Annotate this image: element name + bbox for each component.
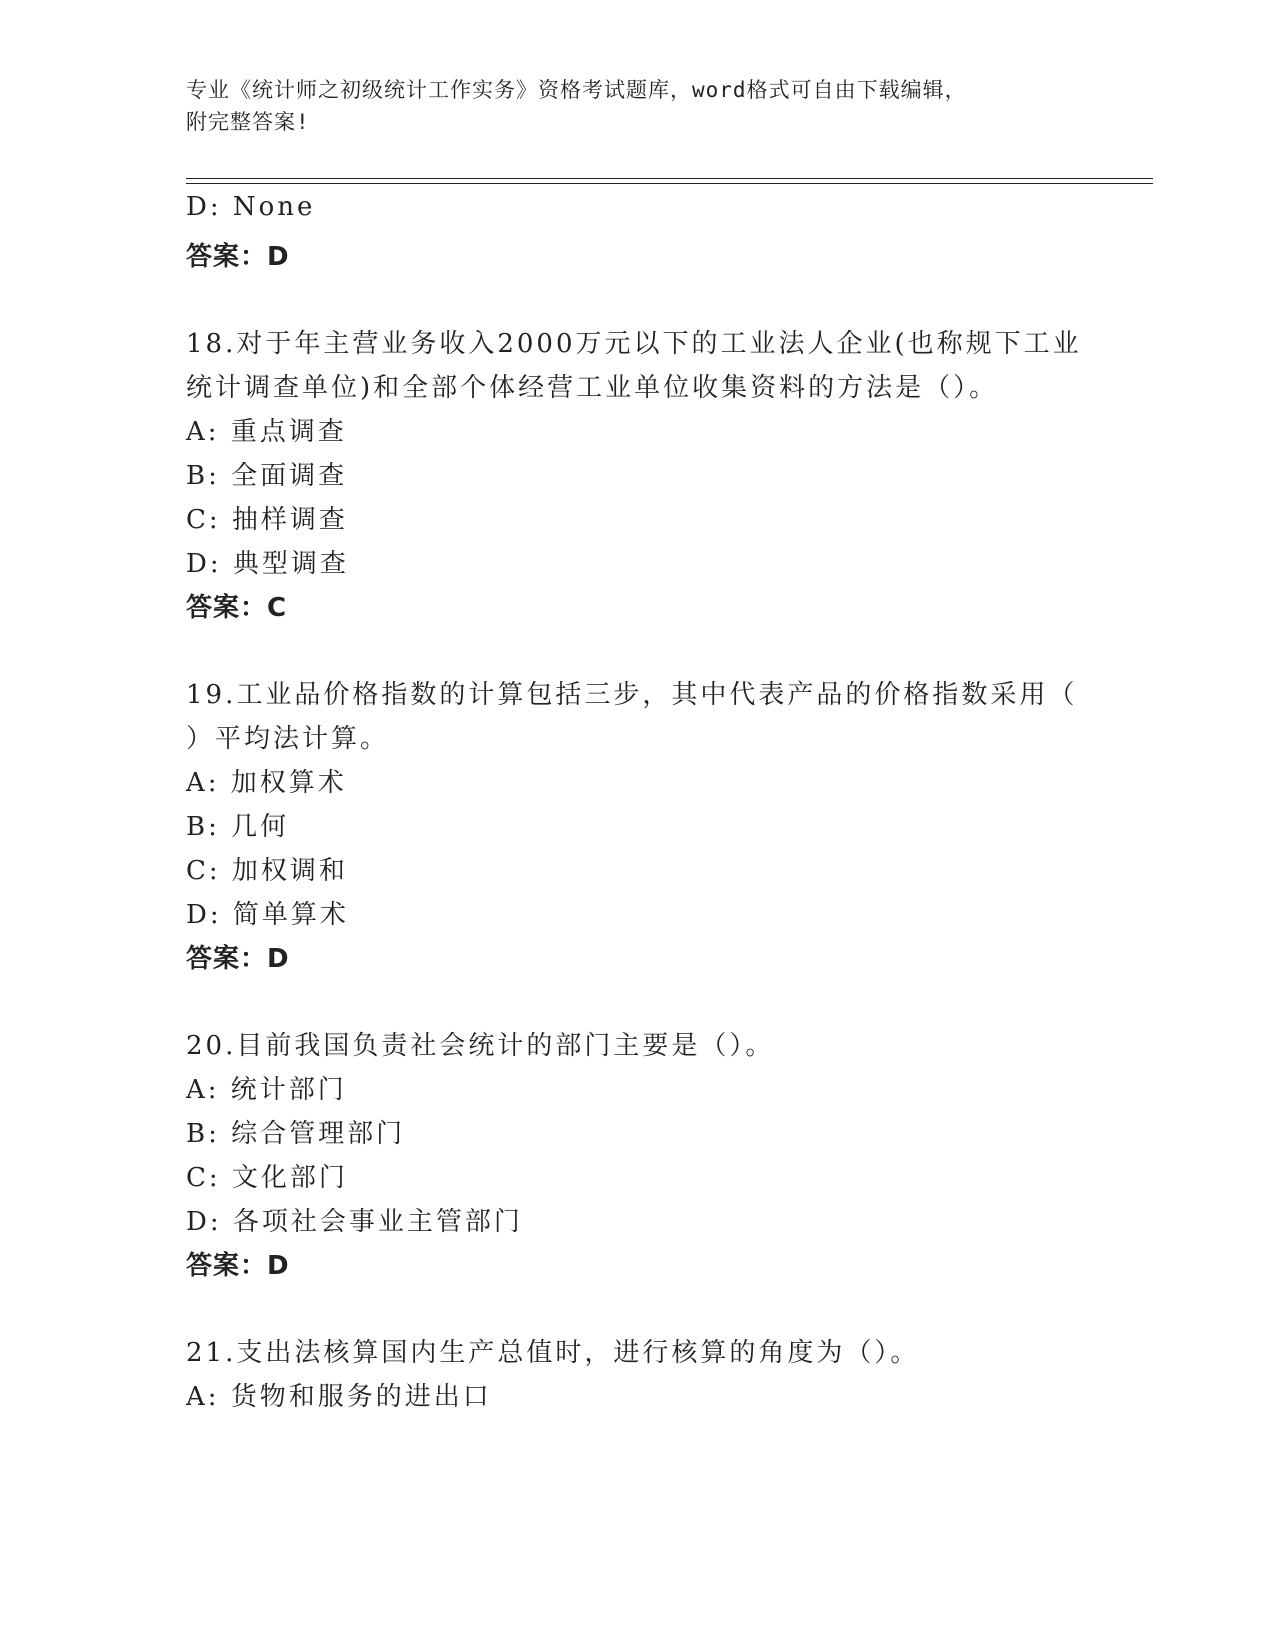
q19-answer: 答案：D — [186, 944, 290, 974]
q19-text-1: 19.工业品价格指数的计算包括三步，其中代表产品的价格指数采用（ — [186, 680, 1078, 710]
q18-option-c: C: 抽样调查 — [186, 505, 348, 535]
q18-option-d: D: 典型调查 — [186, 549, 349, 579]
q19-text-2: ）平均法计算。 — [186, 724, 390, 754]
prev-answer: 答案：D — [186, 242, 290, 272]
q21-option-a: A: 货物和服务的进出口 — [186, 1382, 492, 1412]
q19-option-c: C: 加权调和 — [186, 856, 348, 886]
q19-option-d: D: 简单算术 — [186, 900, 349, 930]
q20-option-c: C: 文化部门 — [186, 1163, 348, 1193]
q20-text-1: 20.目前我国负责社会统计的部门主要是（）。 — [186, 1031, 775, 1061]
header-line-1: 专业《统计师之初级统计工作实务》资格考试题库，word格式可自由下载编辑， — [186, 78, 967, 102]
q18-text-2: 统计调查单位)和全部个体经营工业单位收集资料的方法是（）。 — [186, 373, 999, 403]
q18-answer: 答案：C — [186, 593, 288, 623]
q20-answer: 答案：D — [186, 1251, 290, 1281]
q20-option-a: A: 统计部门 — [186, 1075, 347, 1105]
header-divider-top — [186, 178, 1153, 179]
page-header — [186, 74, 1066, 138]
prev-option-d: D: None — [186, 192, 316, 222]
q18-option-b: B: 全面调查 — [186, 461, 348, 491]
q20-option-b: B: 综合管理部门 — [186, 1119, 406, 1149]
q20-option-d: D: 各项社会事业主管部门 — [186, 1207, 523, 1237]
q19-option-a: A: 加权算术 — [186, 768, 347, 798]
q18-text-1: 18.对于年主营业务收入2000万元以下的工业法人企业(也称规下工业 — [186, 329, 1082, 359]
q19-option-b: B: 几何 — [186, 812, 290, 842]
q21-text-1: 21.支出法核算国内生产总值时，进行核算的角度为（）。 — [186, 1338, 920, 1368]
header-divider-bottom — [186, 183, 1153, 184]
q18-option-a: A: 重点调查 — [186, 417, 347, 447]
header-line-2: 附完整答案! — [186, 110, 310, 134]
